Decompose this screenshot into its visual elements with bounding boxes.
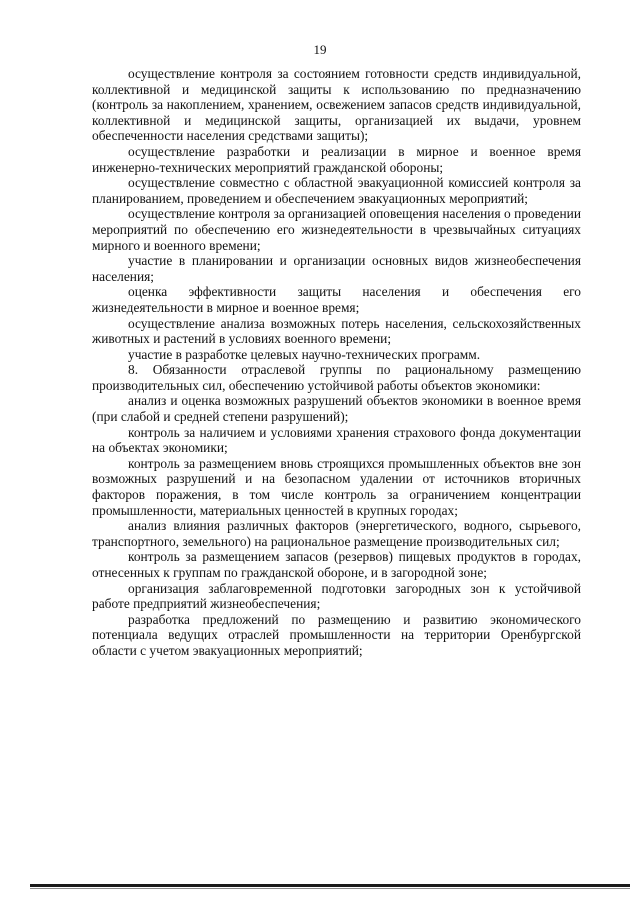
paragraph-16: разработка предложений по размещению и развитию экономического потенциала ведущих отраслей промышленности на территории Оренбургской области с учетом эвакуационных мероприятий; xyxy=(92,611,581,658)
document-body xyxy=(92,66,581,659)
paragraph-2: осуществление разработки и реализации в мирное и военное время инженерно-технических мероприятий гражданской обороны; xyxy=(92,143,581,175)
paragraph-15: организация заблаговременной подготовки загородных зон к устойчивой работе предприятий жизнеобеспечения; xyxy=(92,580,581,612)
paragraph-10: анализ и оценка возможных разрушений объектов экономики в военное время (при слабой и средней степени разрушений); xyxy=(92,393,581,425)
paragraph-13: анализ влияния различных факторов (энергетического, водного, сырьевого, транспортного, земельного) на рациональное размещение производительных сил; xyxy=(92,518,581,549)
paragraph-8: участие в разработке целевых научно-технических программ. xyxy=(128,346,481,362)
paragraph-12: контроль за размещением вновь строящихся промышленных объектов вне зон возможных разрушений и на безопасном удалении от источников вторичных факторов поражения, в том числе контроль за ограничением концентрации промышленности, материальных ценностей в крупных городах; xyxy=(92,455,581,518)
paragraph-5: участие в планировании и организации основных видов жизнеобеспечения населения; xyxy=(92,253,581,284)
paragraph-6: оценка эффективности защиты населения и обеспечения его жизнедеятельности в мирное и военное время; xyxy=(92,284,581,315)
bottom-rule-shadow xyxy=(30,888,630,889)
paragraph-3: осуществление совместно с областной эвакуационной комиссией контроля за планированием, проведением и обеспечением эвакуационных мероприятий; xyxy=(92,175,581,206)
paragraph-7: осуществление анализа возможных потерь населения, сельскохозяйственных животных и растений в условиях военного времени; xyxy=(92,315,581,347)
paragraph-11: контроль за наличием и условиями хранения страхового фонда документации на объектах экономики; xyxy=(92,424,581,456)
paragraph-4: осуществление контроля за организацией оповещения населения о проведении мероприятий по обеспечению его жизнедеятельности в чрезвычайных ситуациях мирного и военного времени; xyxy=(92,206,581,253)
page-number: 19 xyxy=(313,42,327,57)
section-8-heading: 8. Обязанности отраслевой группы по рациональному размещению производительных сил, обеспечению устойчивой работы объектов экономики: xyxy=(92,362,581,393)
paragraph-1: осуществление контроля за состоянием готовности средств индивидуальной, коллективной и медицинской защиты к использованию по предназначению (контроль за накоплением, хранением, освежением запасов средств индивидуальной, коллективной и медицинской защиты, организацией их выдачи, уровнем обеспеченности населения средствами защиты); xyxy=(92,66,581,144)
bottom-rule xyxy=(30,884,630,887)
paragraph-14: контроль за размещением запасов (резервов) пищевых продуктов в городах, отнесенных к группам по гражданской обороне, и в загородной зоне; xyxy=(92,549,581,580)
